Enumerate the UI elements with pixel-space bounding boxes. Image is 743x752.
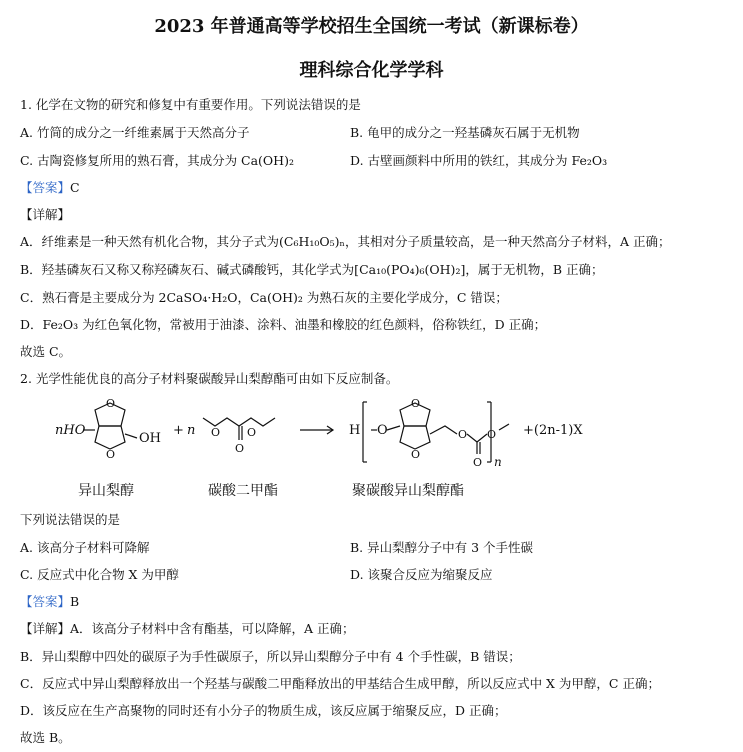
product-o-bond xyxy=(387,426,400,430)
ring-o-atom-2: O xyxy=(106,448,116,461)
q1-conclusion: 故选 C。 xyxy=(20,344,72,359)
dmc-o-atom: O xyxy=(211,426,221,439)
product-ester-o: O xyxy=(458,428,468,441)
q2-option-c: C. 反应式中化合物 X 为甲醇 xyxy=(20,567,179,582)
answer-label: 【答案】 xyxy=(20,180,71,195)
q1-answer xyxy=(20,180,80,196)
q2-detail-d: D．该反应在生产高聚物的同时还有小分子的物质生成，该反应属于缩聚反应，D 正确； xyxy=(20,703,507,718)
label-polymer: 聚碳酸异山梨醇酯 xyxy=(352,483,464,499)
dmc-carbonyl-o: O xyxy=(235,442,245,455)
product-methyl-bond xyxy=(499,424,509,430)
q1-option-d: D. 古壁画颜料中所用的铁红，其成分为 Fe₂O₃ xyxy=(350,153,608,168)
reactant2-coef: n xyxy=(187,423,196,438)
product-ester-chain xyxy=(430,426,457,434)
q1-detail-c: C．熟石膏是主要成分为 2CaSO₄·H₂O，Ca(OH)₂ 为熟石灰的主要化学成分，C 错误； xyxy=(20,290,508,305)
product-end-o: O xyxy=(487,428,497,441)
reactant1-coef: nHO xyxy=(55,423,86,438)
q2-answer xyxy=(20,594,79,610)
q2-question: 下列说法错误的是 xyxy=(20,512,121,527)
q1-option-b: B. 龟甲的成分之一羟基磷灰石属于无机物 xyxy=(350,125,580,140)
reaction-scheme xyxy=(15,392,615,472)
product-ester-link xyxy=(477,434,487,442)
q1-detail-label: 【详解】 xyxy=(20,207,71,222)
answer-label: 【答案】 xyxy=(20,594,71,609)
q2-detail-b: B．异山梨醇中四处的碳原子为手性碳原子，所以异山梨醇分子中有 4 个手性碳，B 错误； xyxy=(20,649,521,664)
subject-title: 理科综合化学学科 xyxy=(299,60,444,81)
product-ring-o: O xyxy=(411,397,421,410)
q2-conclusion: 故选 B。 xyxy=(20,730,71,745)
q1-detail-b: B．羟基磷灰石又称又称羟磷灰石、碱式磷酸钙，其化学式为[Ca₁₀(PO₄)₆(OH)₂]，属于无机物，B 正确； xyxy=(20,262,604,277)
q1-option-c: C. 古陶瓷修复所用的熟石膏，其成分为 Ca(OH)₂ xyxy=(20,153,294,168)
product-n: n xyxy=(494,455,502,469)
q2-stem: 2. 光学性能优良的高分子材料聚碳酸异山梨醇酯可由如下反应制备。 xyxy=(20,371,399,386)
isosorbide-oh-bond xyxy=(125,434,137,438)
q2-detail-a: 【详解】A．该高分子材料中含有酯基，可以降解，A 正确； xyxy=(20,621,355,636)
q1-stem: 1. 化学在文物的研究和修复中有重要作用。下列说法错误的是 xyxy=(20,97,361,112)
q2-detail-c: C．反应式中异山梨醇释放出一个羟基与碳酸二甲酯释放出的甲基结合生成甲醇，所以反应式中 X 为甲醇，C 正确； xyxy=(20,676,660,691)
product-ring-o-2: O xyxy=(411,448,421,461)
product-h: H xyxy=(349,423,361,438)
product-ring-bottom xyxy=(400,426,430,449)
reactant1-oh: OH xyxy=(139,431,161,446)
ring-o-atom: O xyxy=(106,397,116,410)
q2-option-b: B. 异山梨醇分子中有 3 个手性碳 xyxy=(350,540,534,555)
q1-detail-a: A．纤维素是一种天然有机化合物，其分子式为(C₆H₁₀O₅)ₙ，其相对分子质量较高，是一种天然高分子材料，A 正确； xyxy=(20,234,671,249)
plus-sign: + xyxy=(173,423,184,438)
isosorbide-ring-bottom xyxy=(95,426,125,449)
q1-detail-d: D．Fe₂O₃ 为红色氧化物，常被用于油漆、涂料、油墨和橡胶的红色颜料，俗称铁红，D 正确； xyxy=(20,317,547,332)
label-dmc: 碳酸二甲酯 xyxy=(208,483,278,499)
byproduct: +(2n-1)X xyxy=(523,423,583,438)
product-carbonyl-chain xyxy=(467,434,477,442)
product-o: O xyxy=(377,423,388,438)
dmc-chain xyxy=(203,418,275,426)
answer-value: C xyxy=(70,180,80,195)
q2-option-d: D. 该聚合反应为缩聚反应 xyxy=(350,567,493,582)
answer-value: B xyxy=(70,594,80,609)
label-isosorbide: 异山梨醇 xyxy=(78,483,134,499)
exam-title: 2023 年普通高等学校招生全国统一考试（新课标卷） xyxy=(154,16,589,37)
q1-option-a: A. 竹简的成分之一纤维素属于天然高分子 xyxy=(20,125,250,140)
q2-option-a: A. 该高分子材料可降解 xyxy=(20,540,150,555)
product-carbonyl-o: O xyxy=(473,456,483,469)
dmc-o-atom-2: O xyxy=(247,426,257,439)
